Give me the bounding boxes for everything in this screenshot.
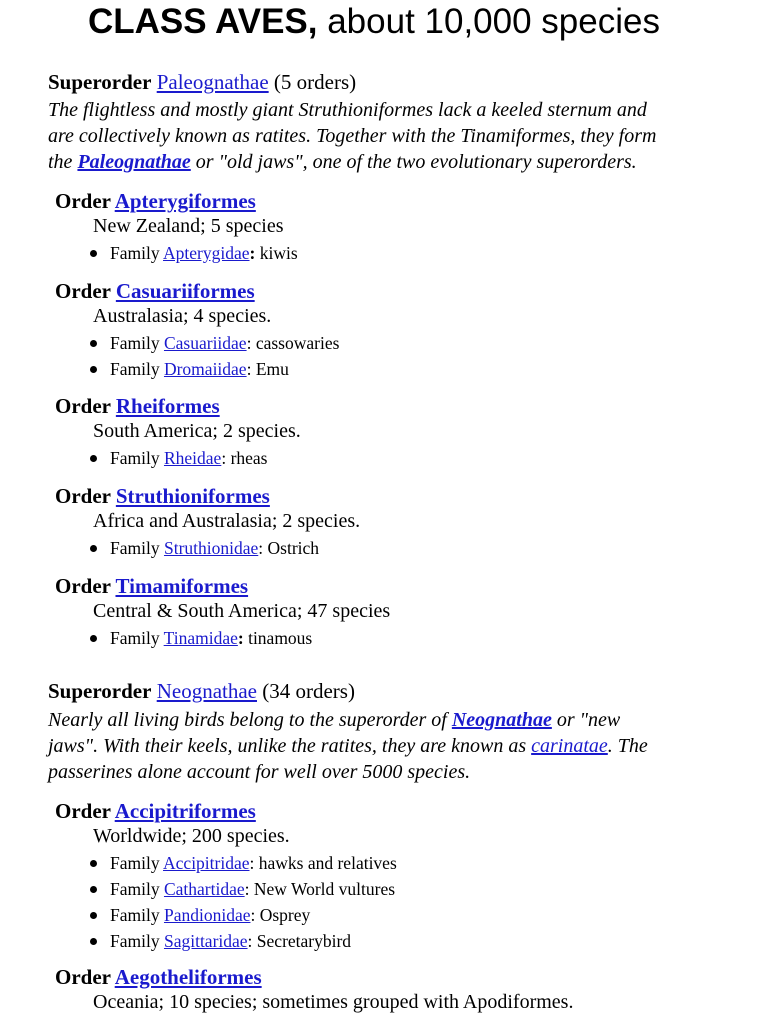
family-item: Family Tinamidae: tinamous — [55, 625, 390, 651]
family-link-accipitridae[interactable]: Accipitridae — [163, 853, 250, 873]
order-link-struthioniformes[interactable]: Struthioniformes — [115, 484, 270, 508]
carinatae-link[interactable]: carinatae — [531, 735, 608, 757]
superorder-count: (5 orders) — [273, 70, 357, 94]
order-struthioniformes — [55, 483, 360, 561]
order-link-aegotheliformes[interactable]: Aegotheliformes — [114, 965, 262, 989]
family-link-apterygidae[interactable]: Apterygidae — [163, 243, 250, 263]
superorder-prefix: Superorder — [48, 70, 152, 94]
desc-line: the Paleognathae or "old jaws", one of the two evolutionary superorders. — [48, 151, 637, 173]
order-heading: Order Timamiformes — [55, 574, 249, 598]
order-range: Central & South America; 47 species — [93, 600, 391, 622]
paleognathae-inline-link[interactable]: Paleognathae — [77, 151, 191, 173]
order-heading: Order Casuariiformes — [55, 279, 255, 303]
family-item: Family Accipitridae: hawks and relatives — [55, 850, 397, 876]
superorder-heading-neognathae — [48, 678, 355, 704]
family-item: Family Sagittaridae: Secretarybird — [55, 928, 397, 954]
family-item: Family Casuariidae: cassowaries — [55, 330, 339, 356]
desc-line: passerines alone account for well over 5000 species. — [48, 761, 471, 783]
order-range: Australasia; 4 species. — [93, 305, 272, 327]
desc-line: jaws". With their keels, unlike the ratites, they are known as carinatae. The — [48, 735, 648, 757]
order-timamiformes — [55, 573, 390, 651]
superorder-link-neognathae[interactable]: Neognathae — [156, 679, 257, 703]
family-list — [55, 240, 298, 266]
family-link-pandionidae[interactable]: Pandionidae — [163, 905, 251, 925]
family-list — [55, 445, 301, 471]
order-heading: Order Aegotheliformes — [55, 965, 262, 989]
desc-line: The flightless and mostly giant Struthioniformes lack a keeled sternum and — [48, 99, 647, 121]
superorder-prefix: Superorder — [48, 679, 152, 703]
order-aegotheliformes — [55, 964, 573, 1015]
order-heading: Order Apterygiformes — [55, 189, 256, 213]
order-link-rheiformes[interactable]: Rheiformes — [115, 394, 220, 418]
family-item: Family Dromaiidae: Emu — [55, 356, 339, 382]
order-heading: Order Accipitriformes — [55, 799, 256, 823]
order-accipitriformes — [55, 798, 397, 954]
family-list — [55, 850, 397, 954]
family-item: Family Rheidae: rheas — [55, 445, 301, 471]
family-link-dromaiidae[interactable]: Dromaiidae — [163, 359, 247, 379]
family-link-struthionidae[interactable]: Struthionidae — [163, 538, 259, 558]
superorder-description-neognathae — [48, 707, 768, 785]
family-list — [55, 625, 390, 651]
title-rest: about 10,000 species — [327, 2, 660, 41]
family-item: Family Apterygidae: kiwis — [55, 240, 298, 266]
order-range: Africa and Australasia; 2 species. — [93, 510, 361, 532]
family-list — [55, 535, 360, 561]
family-link-rheidae[interactable]: Rheidae — [163, 448, 222, 468]
family-link-sagittaridae[interactable]: Sagittaridae — [163, 931, 248, 951]
order-range: Oceania; 10 species; sometimes grouped with Apodiformes. — [93, 991, 574, 1013]
title-bold: CLASS AVES, — [88, 2, 318, 41]
desc-line: are collectively known as ratites. Together with the Tinamiformes, they form — [48, 125, 657, 147]
order-range: Worldwide; 200 species. — [93, 825, 290, 847]
order-apterygiformes — [55, 188, 298, 266]
family-link-cathartidae[interactable]: Cathartidae — [163, 879, 245, 899]
order-rheiformes — [55, 393, 301, 471]
family-item: Family Struthionidae: Ostrich — [55, 535, 360, 561]
family-link-tinamidae[interactable]: Tinamidae — [163, 628, 238, 648]
superorder-description-paleognathae — [48, 97, 768, 175]
order-casuariiformes — [55, 278, 339, 382]
superorder-link-paleognathae[interactable]: Paleognathae — [156, 70, 269, 94]
neognathae-inline-link[interactable]: Neognathae — [451, 709, 552, 731]
superorder-heading-paleognathae — [48, 69, 356, 95]
order-range: South America; 2 species. — [93, 420, 301, 442]
family-link-casuariidae[interactable]: Casuariidae — [163, 333, 247, 353]
order-link-apterygiformes[interactable]: Apterygiformes — [114, 189, 256, 213]
family-item: Family Cathartidae: New World vultures — [55, 876, 397, 902]
order-heading: Order Rheiformes — [55, 394, 220, 418]
family-list — [55, 330, 339, 382]
family-item: Family Pandionidae: Osprey — [55, 902, 397, 928]
page-title — [88, 0, 660, 44]
desc-line: Nearly all living birds belong to the superorder of Neognathae or "new — [48, 709, 621, 731]
order-heading: Order Struthioniformes — [55, 484, 270, 508]
order-link-accipitriformes[interactable]: Accipitriformes — [114, 799, 256, 823]
order-range: New Zealand; 5 species — [93, 215, 284, 237]
order-link-timamiformes[interactable]: Timamiformes — [115, 574, 249, 598]
superorder-count: (34 orders) — [262, 679, 355, 703]
order-link-casuariiformes[interactable]: Casuariiformes — [115, 279, 255, 303]
